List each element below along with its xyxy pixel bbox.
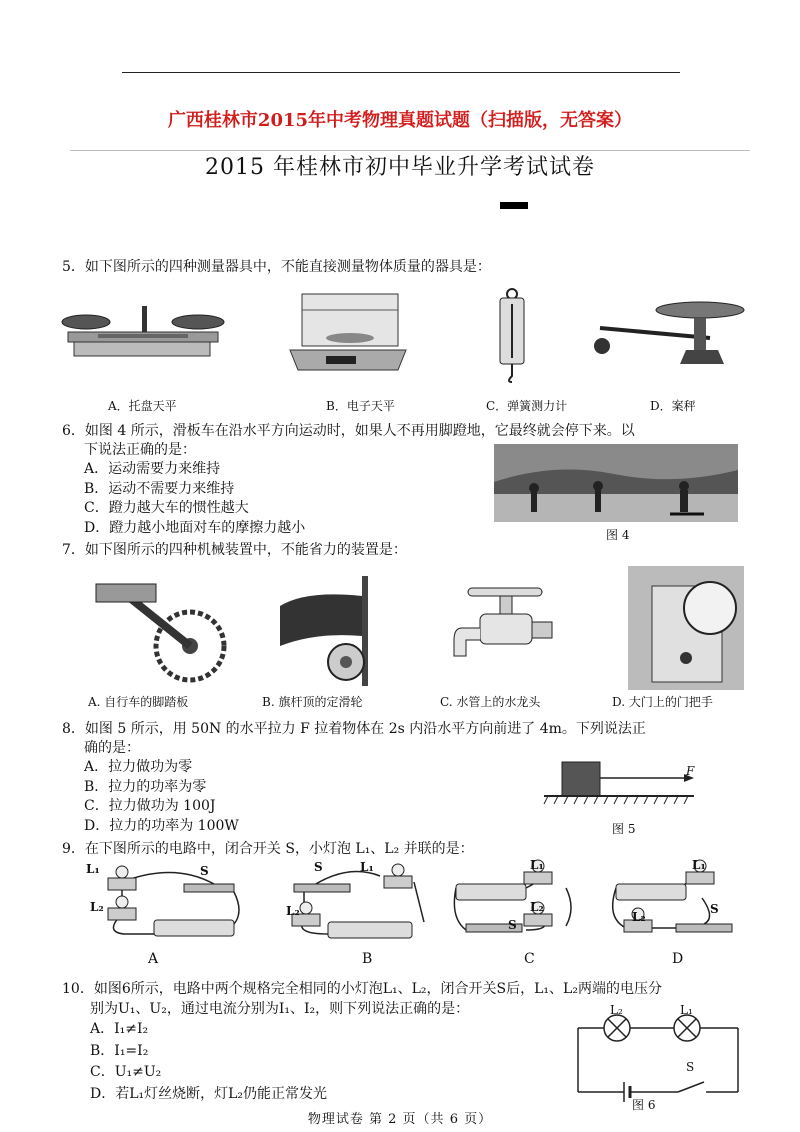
q10-option-a: A．I₁≠I₂ <box>90 1021 149 1037</box>
circuit-a-l1: L₁ <box>86 862 100 876</box>
scan-mark <box>500 202 528 209</box>
q8-stem-line2: 确的是： <box>84 740 140 756</box>
fig6-l1-label: L₁ <box>680 1003 693 1017</box>
q10-option-c: C．U₁≠U₂ <box>90 1064 162 1080</box>
fig6-l2-label: L₂ <box>610 1003 623 1017</box>
figure-4-label: 图 4 <box>606 528 630 542</box>
flagpole-pulley-icon <box>276 576 386 686</box>
q7-caption-b: B. 旗杆顶的定滑轮 <box>262 695 363 709</box>
circuit-a-s: S <box>200 864 209 878</box>
q9-stem: 9．在下图所示的电路中，闭合开关 S，小灯泡 L₁、L₂ 并联的是： <box>62 841 474 857</box>
q6-option-b: B．运动不需要力来维持 <box>84 481 235 497</box>
q5-stem: 5．如下图所示的四种测量器具中，不能直接测量物体质量的器具是： <box>62 259 491 275</box>
electronic-balance-icon <box>286 290 410 375</box>
q7-stem: 7．如下图所示的四种机械装置中，不能省力的装置是： <box>62 542 407 558</box>
circuit-b-l1: L₁ <box>360 860 374 874</box>
q5-caption-c: C．弹簧测力计 <box>486 399 568 413</box>
red-title: 广西桂林市2015年中考物理真题试题（扫描版，无答案） <box>167 110 633 131</box>
figure-6-label: 图 6 <box>632 1098 656 1112</box>
q10-option-b: B．I₁=I₂ <box>90 1043 149 1059</box>
circuit-c-diagram <box>446 858 596 944</box>
q8-option-c: C．拉力做功为 100J <box>84 798 216 814</box>
circuit-c-l1: L₁ <box>530 858 544 872</box>
q10-option-d: D．若L₁灯丝烧断，灯L₂仍能正常发光 <box>90 1086 328 1102</box>
circuit-d-l2: L₂ <box>632 910 646 924</box>
q8-option-d: D．拉力的功率为 100W <box>84 818 239 834</box>
circuit-c-label: C <box>524 951 535 967</box>
spring-scale-icon <box>492 288 532 383</box>
q5-caption-a: A．托盘天平 <box>108 399 177 413</box>
q7-caption-c: C. 水管上的水龙头 <box>440 695 541 709</box>
door-knob-icon <box>628 566 744 690</box>
figure-5-label: 图 5 <box>612 822 636 836</box>
q7-caption-d: D. 大门上的门把手 <box>612 695 713 709</box>
circuit-d-label: D <box>672 951 684 967</box>
page-footer: 物理试卷 第 2 页（共 6 页） <box>307 1112 493 1127</box>
q8-option-b: B．拉力的功率为零 <box>84 779 207 795</box>
circuit-d-s: S <box>710 902 719 916</box>
q6-option-a: A．运动需要力来维持 <box>84 461 221 477</box>
platform-scale-icon <box>590 298 750 368</box>
q10-stem-line2: 别为U₁、U₂，通过电流分别为I₁、I₂，则下列说法正确的是： <box>90 1001 470 1017</box>
fig6-s-label: S <box>686 1060 695 1074</box>
circuit-a-l2: L₂ <box>90 900 104 914</box>
q5-caption-b: B．电子天平 <box>326 399 395 413</box>
force-label: F <box>686 764 695 778</box>
circuit-b-l2: L₂ <box>286 904 300 918</box>
scooter-photo-image <box>494 444 738 522</box>
exam-title: 2015 年桂林市初中毕业升学考试试卷 <box>205 155 595 180</box>
balance-scale-icon <box>58 292 228 372</box>
water-faucet-icon <box>450 578 560 683</box>
block-force-diagram <box>544 758 704 806</box>
circuit-c-l2: L₂ <box>530 900 544 914</box>
circuit-d-l1: L₁ <box>692 858 706 872</box>
circuit-b-s: S <box>314 860 323 874</box>
top-rule <box>122 72 680 73</box>
q8-stem-line1: 8．如图 5 所示，用 50N 的水平拉力 F 拉着物体在 2s 内沿水平方向前进了 4m。下列说法正 <box>62 721 646 737</box>
circuit-b-diagram <box>284 862 444 942</box>
circuit-a-label: A <box>148 951 159 967</box>
q6-stem-line1: 6．如图 4 所示，滑板车在沿水平方向运动时，如果人不再用脚蹬地，它最终就会停下来。以 <box>62 423 635 439</box>
q8-option-a: A．拉力做功为零 <box>84 759 193 775</box>
q10-stem-line1: 10．如图6所示，电路中两个规格完全相同的小灯泡L₁、L₂，闭合开关S后，L₁、L₂两端的电压分 <box>62 981 662 997</box>
q6-option-d: D．蹬力越小地面对车的摩擦力越小 <box>84 520 306 536</box>
circuit-b-label: B <box>362 951 373 967</box>
q6-option-c: C．蹬力越大车的惯性越大 <box>84 500 249 516</box>
bicycle-pedal-icon <box>90 576 240 686</box>
q7-caption-a: A. 自行车的脚踏板 <box>88 695 189 709</box>
circuit-c-s: S <box>508 918 517 932</box>
circuit-a-diagram <box>84 862 250 942</box>
circuit-d-diagram <box>606 858 756 944</box>
circuit-figure-6-diagram <box>578 1010 744 1106</box>
q6-stem-line2: 下说法正确的是： <box>84 442 196 458</box>
q5-caption-d: D．案秤 <box>650 399 696 413</box>
